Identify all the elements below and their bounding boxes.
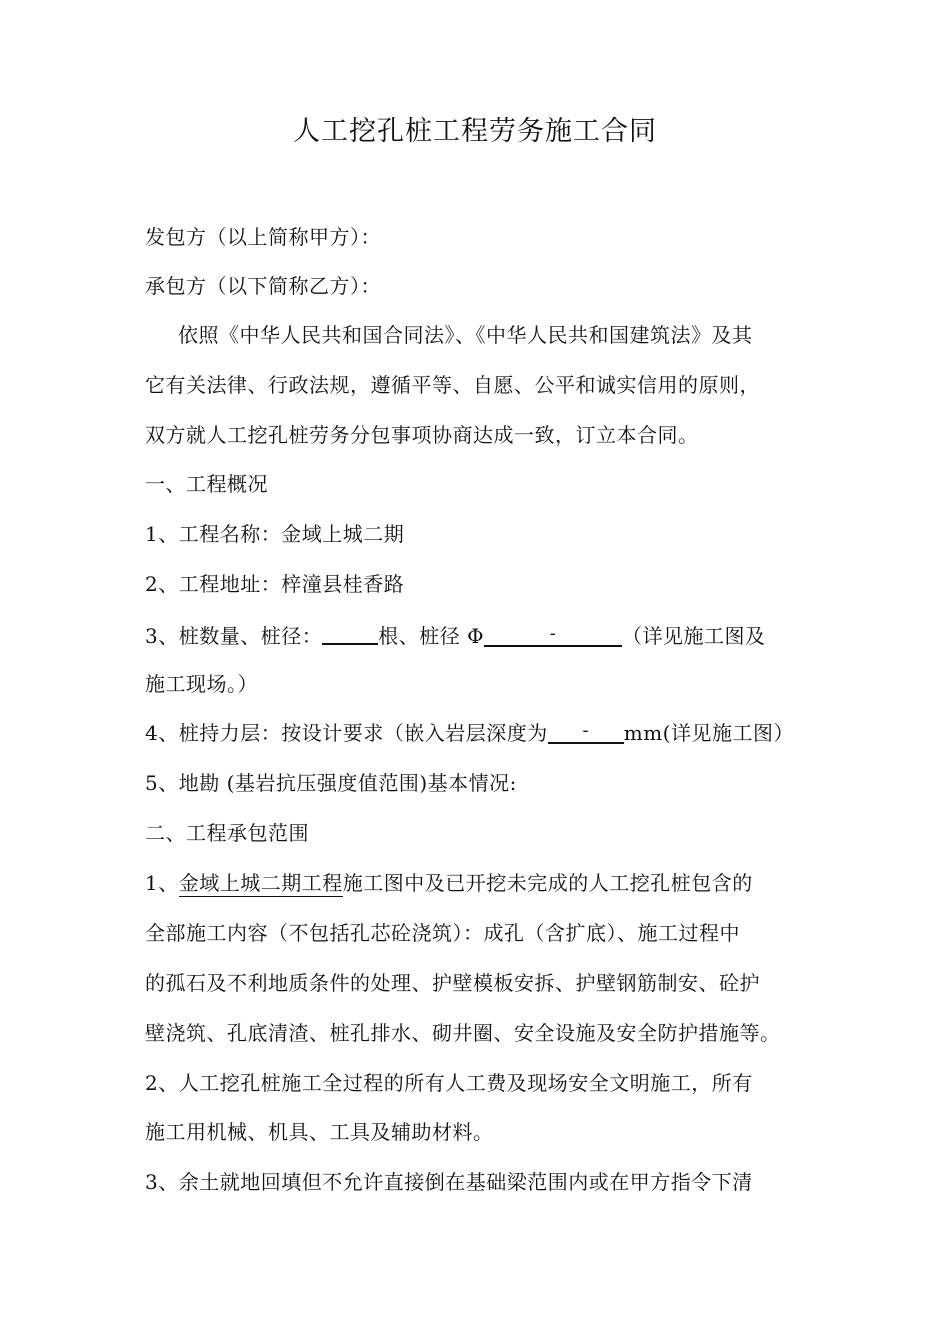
pile-quantity-label: 3、桩数量、桩径： [145,624,323,648]
pile-diameter-dash: - [549,623,557,644]
section-2-heading: 二、工程承包范围 [145,821,309,845]
pile-quantity-line [145,619,766,651]
scope-item-2-line-1: 2、人工挖孔桩施工全过程的所有人工费及现场安全文明施工，所有 [145,1071,753,1095]
bearing-layer-suffix: mm(详见施工图） [623,721,794,745]
scope-item-1-text: 施工图中及已开挖未完成的人工挖孔桩包含的 [342,871,753,895]
embed-depth-blank [548,720,624,744]
pile-quantity-suffix: （详见施工图及 [622,624,766,648]
embed-depth-dash: - [582,720,590,741]
scope-item-1-number: 1、 [145,871,179,895]
pile-quantity-cont: 施工现场。） [145,672,258,696]
scope-item-1-line-2: 全部施工内容（不包括孔芯砼浇筑）：成孔（含扩底）、施工过程中 [145,921,740,945]
contractor-line: 承包方（以下简称乙方）： [145,274,381,298]
project-name-line: 1、工程名称：金域上城二期 [145,522,405,546]
preamble-line-2: 它有关法律、行政法规，遵循平等、自愿、公平和诚实信用的原则， [145,373,760,397]
geology-line: 5、地勘 (基岩抗压强度值范围)基本情况: [145,771,517,795]
pile-count-blank [322,621,378,645]
scope-item-3-line-1: 3、余土就地回填但不允许直接倒在基础梁范围内或在甲方指令下清 [145,1170,753,1194]
section-1-heading: 一、工程概况 [145,472,268,496]
bearing-layer-line [145,718,794,748]
project-address-line: 2、工程地址：梓潼县桂香路 [145,572,405,596]
employer-line: 发包方（以上简称甲方）： [145,225,381,249]
preamble-line-3: 双方就人工挖孔桩劳务分包事项协商达成一致，订立本合同。 [145,423,699,447]
page-title: 人工挖孔桩工程劳务施工合同 [293,116,657,147]
pile-diameter-label: 根、桩径 Φ [378,624,484,648]
scope-item-1-line-3: 的孤石及不利地质条件的处理、护壁模板安拆、护壁钢筋制安、砼护 [145,971,760,995]
pile-diameter-blank [484,623,622,647]
scope-item-1-line-4: 壁浇筑、孔底清渣、桩孔排水、砌井圈、安全设施及安全防护措施等。 [145,1021,781,1045]
scope-item-1-line-1 [145,868,753,898]
preamble-line-1: 依照《中华人民共和国合同法》、《中华人民共和国建筑法》及其 [178,323,753,347]
project-name-underlined: 金域上城二期工程 [178,871,343,895]
bearing-layer-label: 4、桩持力层：按设计要求（嵌入岩层深度为 [145,721,548,745]
scope-item-2-line-2: 施工用机械、机具、工具及辅助材料。 [145,1120,494,1144]
